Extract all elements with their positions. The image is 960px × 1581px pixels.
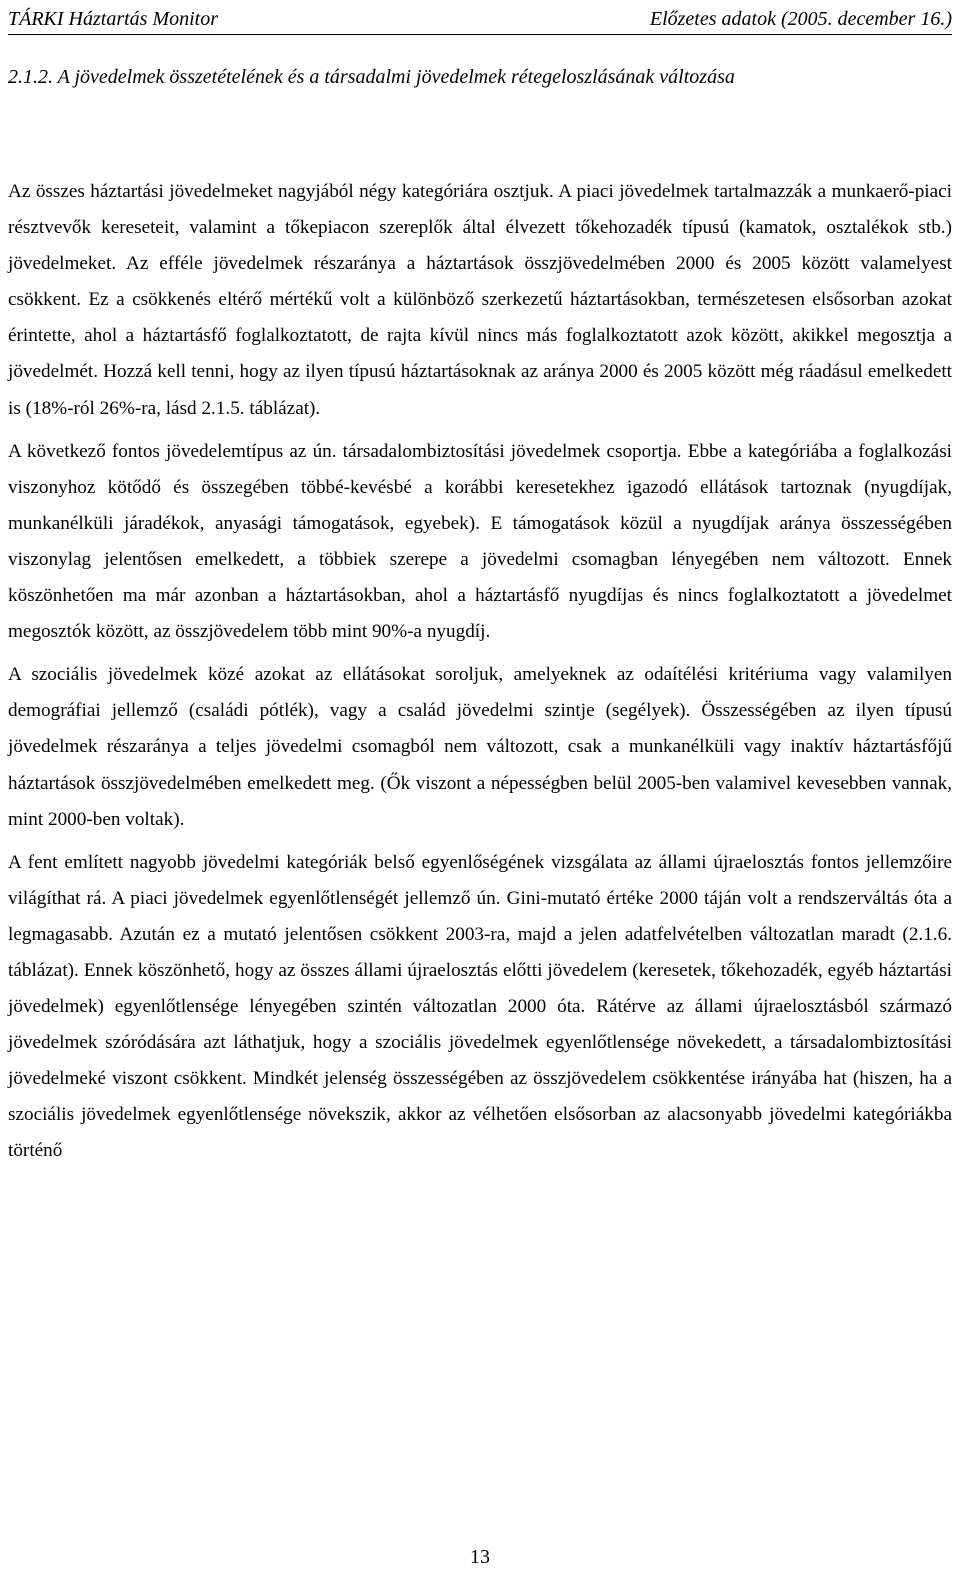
paragraph: A szociális jövedelmek közé azokat az ellátásokat soroljuk, amelyeknek az odaítélési kritériuma vagy valamilyen demográfiai jellemző (családi pótlék), vagy a család jövedelmi szintje (segélyek). Összességében az ilyen típusú jövedelmek részaránya a teljes jövedelmi csomagból nem változott, csak a munkanélküli vagy inaktív háztartásfőjű háztartások összjövedelmében emelkedett meg. (Ők viszont a népességben belül 2005-ben valamivel kevesebben vannak, mint 2000-ben voltak).	[8, 664, 952, 830]
paragraph: A következő fontos jövedelemtípus az ún. társadalombiztosítási jövedelmek csoportja. Ebbe a kategóriába a foglalkozási viszonyhoz kötődő és összegében többé-kevésbé a korábbi keresetekhez igazodó ellátások tartoznak (nyugdíjak, munkanélküli járadékok, anyasági támogatások, egyebek). E támogatások közül a nyugdíjak aránya összességében viszonylag jelentősen emelkedett, a többiek szerepe a jövedelmi csomagban lényegében nem változott. Ennek köszönhetően ma már azonban a háztartásokban, ahol a háztartásfő nyugdíjas és nincs foglalkoztatott a jövedelmet megosztók között, az összjövedelem több mint 90%-a nyugdíj.	[8, 440, 952, 643]
paragraph: A fent említett nagyobb jövedelmi kategóriák belső egyenlőségének vizsgálata az állami újraelosztás fontos jellemzőire világíthat rá. A piaci jövedelmek egyenlőtlenségét jellemző ún. Gini-mutató értéke 2000 táján volt a rendszerváltás óta a legmagasabb. Azután ez a mutató jelentősen csökkent 2003-ra, majd a jelen adatfelvételben változatlan maradt (2.1.6. táblázat). Ennek köszönhető, hogy az összes állami újraelosztás előtti jövedelem (keresetek, tőkehozadék, egyéb háztartási jövedelmek) egyenlőtlensége lényegében szintén változatlan 2000 óta. Rátérve az állami újraelosztásból származó jövedelmek szóródására azt láthatjuk, hogy a szociális jövedelmek egyenlőtlensége növekedett, a társadalombiztosítási jövedelmeké viszont csökkent. Mindkét jelenség összességében az összjövedelem csökkentése irányába hat (hiszen, ha a szociális jövedelmek egyenlőtlensége növekszik, akkor az vélhetően elsősorban az alacsonyabb jövedelmi kategóriákba történő	[8, 851, 952, 1162]
page-header	[8, 4, 952, 35]
section-title: 2.1.2. A jövedelmek összetételének és a társadalmi jövedelmek rétegeloszlásának változása	[8, 66, 735, 88]
header-edition-note: Előzetes adatok (2005. december 16.)	[649, 7, 952, 30]
page-number: 13	[470, 1546, 490, 1568]
header-publication-title: TÁRKI Háztartás Monitor	[8, 7, 219, 30]
paragraph: Az összes háztartási jövedelmeket nagyjából négy kategóriára osztjuk. A piaci jövedelmek tartalmazzák a munkaerő-piaci résztvevők kereseteit, valamint a tőkepiacon szereplők által élvezett tőkehozadék típusú (kamatok, osztalékok stb.) jövedelmeket. Az efféle jövedelmek részaránya a háztartások összjövedelmében 2000 és 2005 között valamelyest csökkent. Ez a csökkenés eltérő mértékű volt a különböző szerkezetű háztartásokban, természetesen elsősorban azokat érintette, ahol a háztartásfő foglalkoztatott, de rajta kívül nincs más foglalkoztatott azok között, akikkel megosztja a jövedelmét. Hozzá kell tenni, hogy az ilyen típusú háztartásoknak az aránya 2000 és 2005 között még ráadásul emelkedett is (18%-ról 26%-ra, lásd 2.1.5. táblázat).	[8, 181, 952, 419]
body-text	[8, 174, 952, 1170]
